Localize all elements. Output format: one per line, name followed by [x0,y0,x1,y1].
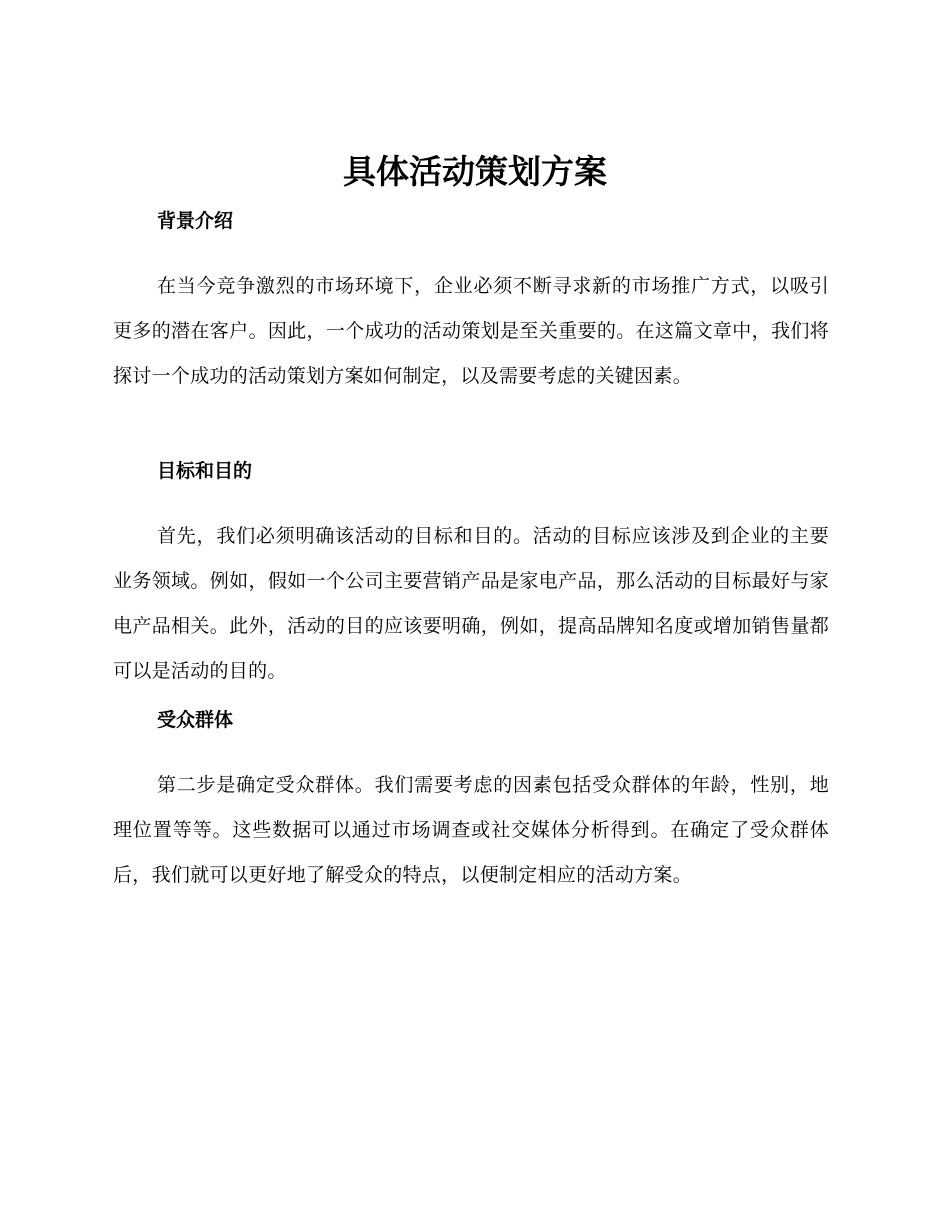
section-body-audience: 第二步是确定受众群体。我们需要考虑的因素包括受众群体的年龄，性别，地理位置等等。这些数据可以通过市场调查或社交媒体分析得到。在确定了受众群体后，我们就可以更好地了解受众的特点，以便制定相应的活动方案。 [113,774,829,886]
section-goals [113,456,829,694]
section-body-background: 在当今竞争激烈的市场环境下，企业必须不断寻求新的市场推广方式，以吸引更多的潜在客户。因此，一个成功的活动策划是至关重要的。在这篇文章中，我们将探讨一个成功的活动策划方案如何制定，以及需要考虑的关键因素。 [113,275,829,387]
section-heading-background: 背景介绍 [157,210,234,232]
document-title: 具体活动策划方案 [343,152,607,191]
section-heading-audience: 受众群体 [157,709,234,731]
section-audience [113,705,829,898]
section-background [113,206,829,399]
section-body-goals: 首先，我们必须明确该活动的目标和目的。活动的目标应该涉及到企业的主要业务领域。例如，假如一个公司主要营销产品是家电产品，那么活动的目标最好与家电产品相关。此外，活动的目的应该要明确，例如，提高品牌知名度或增加销售量都可以是活动的目的。 [113,525,829,682]
section-heading-goals: 目标和目的 [157,460,253,482]
